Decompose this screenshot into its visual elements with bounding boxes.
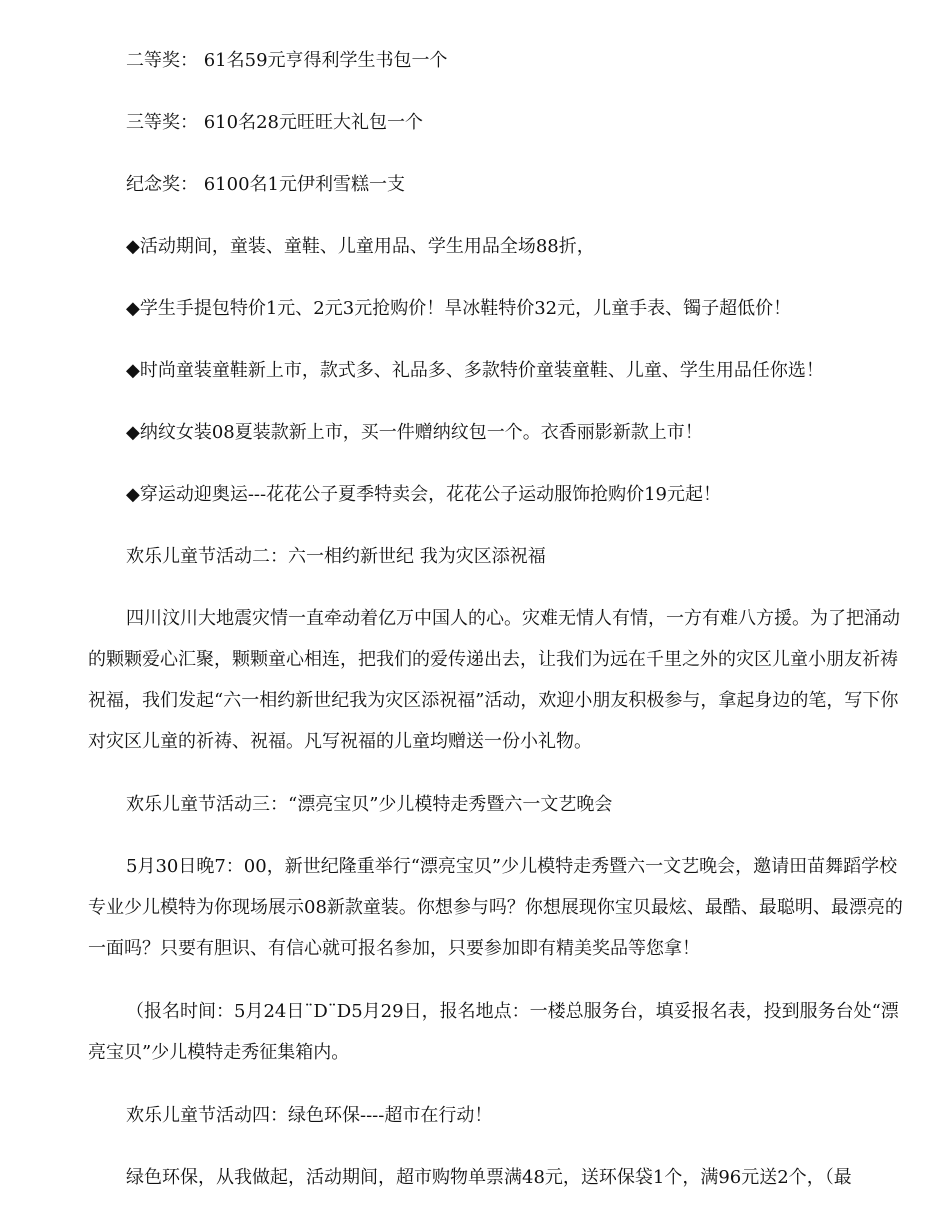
heading-activity-two: 欢乐儿童节活动二：六一相约新世纪 我为灾区添祝福 [126,546,546,567]
bullet-discount: ◆活动期间，童装、童鞋、儿童用品、学生用品全场88折， [126,236,595,257]
paragraph-activity-two: 四川汶川大地震灾情一直牵动着亿万中国人的心。灾难无情人有情，一方有难八方援。为了把涌动的颗颗爱心汇聚，颗颗童心相连，把我们的爱传递出去，让我们为远在千里之外的灾区儿童小朋友祈祷祝福，我们发起“六一相约新世纪我为灾区添祝福”活动，欢迎小朋友积极参与，拿起身边的笔，写下你对灾区儿童的祈祷、祝福。凡写祝福的儿童均赠送一份小礼物。 [88,608,900,752]
bullet-womens-wear: ◆纳纹女装08夏装款新上市，买一件赠纳纹包一个。衣香丽影新款上市！ [126,422,703,443]
heading-activity-four: 欢乐儿童节活动四：绿色环保----超市在行动！ [126,1105,493,1126]
paragraph-activity-three: 5月30日晚7：00，新世纪隆重举行“漂亮宝贝”少儿模特走秀暨六一文艺晚会，邀请田苗舞蹈学校专业少儿模特为你现场展示08新款童装。你想参与吗？你想展现你宝贝最炫、最酷、最聪明、最漂亮的一面吗？只要有胆识、有信心就可报名参加，只要参加即有精美奖品等您拿！ [88,856,903,959]
document-body [88,40,908,1219]
prize-commemorative: 纪念奖： 6100名1元伊利雪糕一支 [126,174,405,195]
paragraph-registration: （报名时间：5月24日¨D¨D5月29日，报名地点：一楼总服务台，填妥报名表，投到服务台处“漂亮宝贝”少儿模特走秀征集箱内。 [88,1001,899,1063]
prize-third: 三等奖： 610名28元旺旺大礼包一个 [126,112,423,133]
bullet-sports: ◆穿运动迎奥运---花花公子夏季特卖会，花花公子运动服饰抢购价19元起！ [126,484,721,505]
paragraph-activity-four: 绿色环保，从我做起，活动期间，超市购物单票满48元，送环保袋1个，满96元送2个，（最 [126,1167,852,1188]
bullet-new-arrivals: ◆时尚童装童鞋新上市，款式多、礼品多、多款特价童装童鞋、儿童、学生用品任你选！ [126,360,824,381]
bullet-bags: ◆学生手提包特价1元、2元3元抢购价！旱冰鞋特价32元，儿童手表、镯子超低价！ [126,298,792,319]
heading-activity-three: 欢乐儿童节活动三：“漂亮宝贝”少儿模特走秀暨六一文艺晚会 [126,794,613,815]
prize-second: 二等奖： 61名59元亨得利学生书包一个 [126,50,448,71]
